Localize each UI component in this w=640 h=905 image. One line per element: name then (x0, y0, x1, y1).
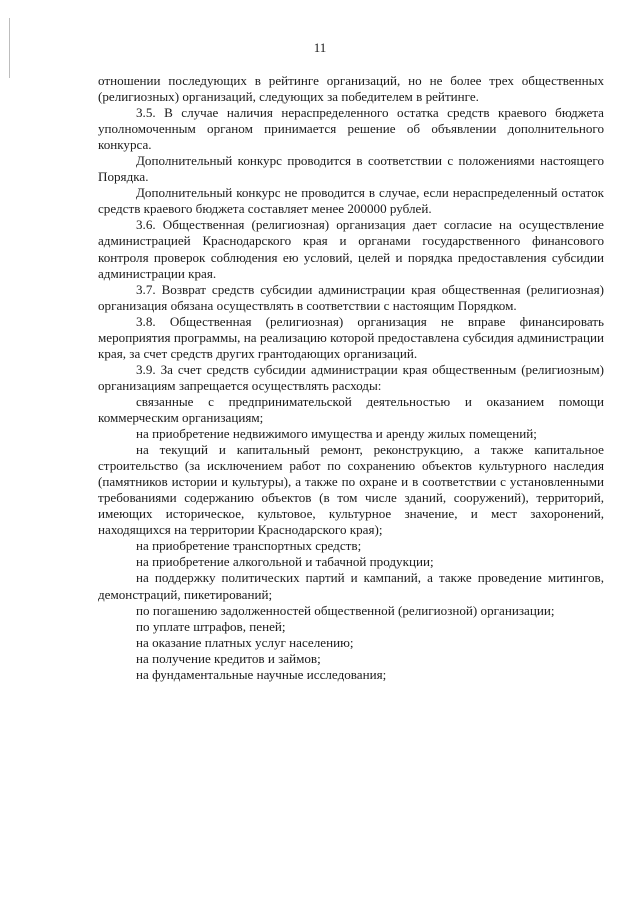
paragraph-3-7: 3.7. Возврат средств субсидии администрации края общественная (религиозная) организация обязана осуществлять в соответствии с настоящим Порядком. (98, 281, 604, 313)
list-item-vehicles: на приобретение транспортных средств; (136, 538, 362, 554)
list-item-real-estate: на приобретение недвижимого имущества и аренду жилых помещений; (136, 426, 537, 442)
paragraph-3-8: 3.8. Общественная (религиозная) организация не вправе финансировать мероприятия программы, на реализацию которой предоставлена субсидия администрации края, за счет средств других грантодающих организаций. (98, 313, 604, 361)
paragraph-3-6: 3.6. Общественная (религиозная) организация дает согласие на осуществление администрацией Краснодарского края и органами государственного финансового контроля проверок соблюдения ею условий, целей и порядка предоставления субсидии администрации края. (98, 217, 604, 281)
paragraph-continuation: отношении последующих в рейтинге организаций, но не более трех общественных (религиозных) организаций, следующих за победителем в рейтинге. (98, 73, 604, 105)
paragraph-3-5: 3.5. В случае наличия нераспределенного остатка средств краевого бюджета уполномоченным органом принимается решение об объявлении дополнительного конкурса. (98, 105, 604, 153)
list-item-loans: на получение кредитов и займов; (136, 650, 321, 666)
list-item-business-activity: связанные с предпринимательской деятельностью и оказанием помощи коммерческим организациям; (98, 393, 604, 425)
list-item-alcohol-tobacco: на приобретение алкогольной и табачной продукции; (136, 554, 434, 570)
page-number: 11 (313, 40, 327, 55)
list-item-fines: по уплате штрафов, пеней; (136, 618, 286, 634)
list-item-repair-construction: на текущий и капитальный ремонт, реконструкцию, а также капитальное строительство (за исключением работ по сохранению объектов культурного наследия (памятников истории и культуры), а также по охране и в соответствии с установленными требованиями содержанию объектов (в том числе зданий, сооружений), территорий, имеющих историческое, культовое, культурное значение, и мест захоронений, находящихся на территории Краснодарского края); (98, 442, 604, 538)
paragraph-3-9: 3.9. За счет средств субсидии администрации края общественным (религиозным) организациям запрещается осуществлять расходы: (98, 361, 604, 393)
paragraph-no-additional-contest: Дополнительный конкурс не проводится в случае, если нераспределенный остаток средств краевого бюджета составляет менее 200000 рублей. (98, 185, 604, 217)
list-item-debt-repayment: по погашению задолженностей общественной (религиозной) организации; (136, 602, 555, 618)
list-item-research: на фундаментальные научные исследования; (136, 666, 387, 682)
paragraph-additional-contest: Дополнительный конкурс проводится в соответствии с положениями настоящего Порядка. (98, 153, 604, 185)
list-item-political-support: на поддержку политических партий и кампаний, а также проведение митингов, демонстраций, пикетирований; (98, 570, 604, 602)
document-body (98, 73, 604, 683)
list-item-paid-services: на оказание платных услуг населению; (136, 634, 354, 650)
